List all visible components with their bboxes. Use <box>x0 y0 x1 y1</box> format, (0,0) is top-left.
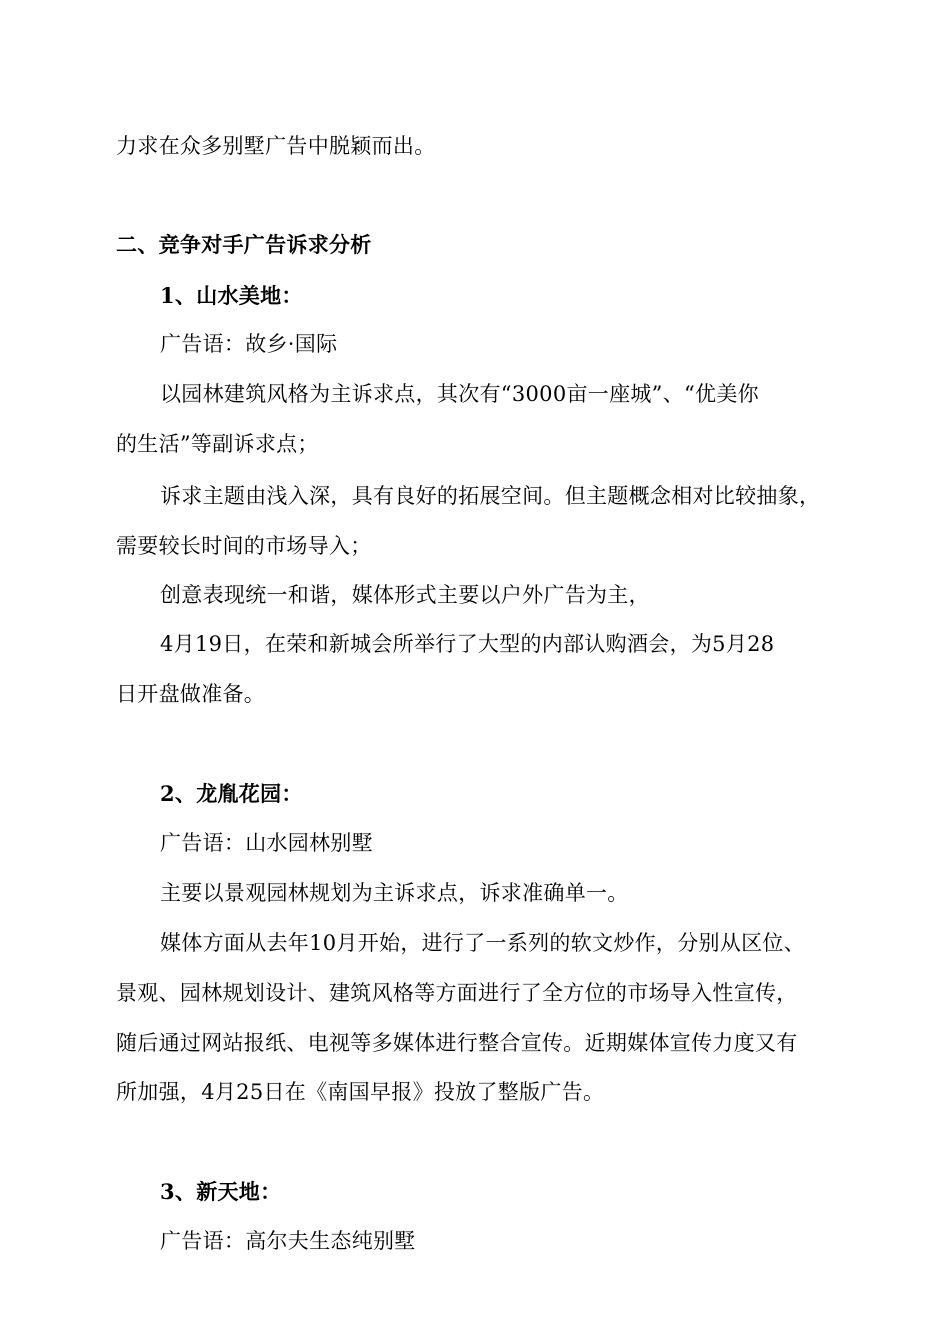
paragraph-line: 日开盘做准备。 <box>116 682 266 706</box>
paragraph-line: 主要以景观园林规划为主诉求点，诉求准确单一。 <box>160 881 629 905</box>
paragraph-line: 力求在众多别墅广告中脱颖而出。 <box>116 134 436 158</box>
paragraph-line: 广告语：高尔夫生态纯别墅 <box>160 1229 416 1253</box>
paragraph-line: 以园林建筑风格为主诉求点，其次有“3000亩一座城”、“优美你 <box>160 382 759 406</box>
paragraph-line: 随后通过网站报纸、电视等多媒体进行整合宣传。近期媒体宣传力度又有 <box>116 1031 798 1055</box>
paragraph-line: 的生活”等副诉求点； <box>116 432 319 456</box>
section-heading: 二、竞争对手广告诉求分析 <box>116 232 372 257</box>
subsection-heading: 2、龙胤花园： <box>160 781 303 806</box>
paragraph-line: 广告语：故乡·国际 <box>160 332 338 356</box>
paragraph-line: 诉求主题由浅入深，具有良好的拓展空间。但主题概念相对比较抽象， <box>160 484 821 508</box>
subsection-heading: 3、新天地： <box>160 1179 282 1204</box>
paragraph-line: 媒体方面从去年10月开始，进行了一系列的软文炒作，分别从区位、 <box>160 931 806 955</box>
paragraph-line: 所加强，4月25日在《南国早报》投放了整版广告。 <box>116 1080 605 1104</box>
paragraph-line: 需要较长时间的市场导入； <box>116 534 372 558</box>
paragraph-line: 创意表现统一和谐，媒体形式主要以户外广告为主， <box>160 583 650 607</box>
subsection-heading: 1、山水美地： <box>160 283 303 308</box>
paragraph-line: 广告语：山水园林别墅 <box>160 831 373 855</box>
paragraph-line: 景观、园林规划设计、建筑风格等方面进行了全方位的市场导入性宣传， <box>116 981 798 1005</box>
paragraph-line: 4月19日，在荣和新城会所举行了大型的内部认购酒会，为5月28 <box>160 632 775 656</box>
